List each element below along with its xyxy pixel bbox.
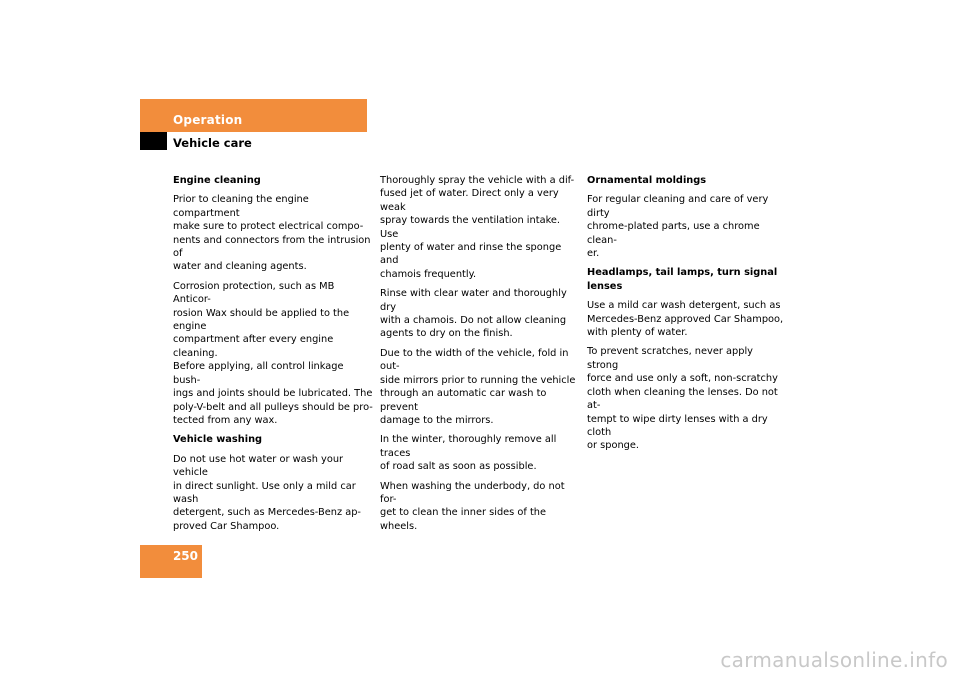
body-paragraph: When washing the underbody, do not for- get to clean the inner sides of the wheels. [380,480,565,532]
section-heading: Ornamental moldings [587,175,707,186]
body-paragraph: Due to the width of the vehicle, fold in out- side mirrors prior to running the vehicle through an automatic car wash to prevent damage to the mirrors. [380,347,576,426]
text-column-1 [173,174,373,539]
section-title: Operation [173,113,243,127]
body-paragraph: Corrosion protection, such as MB Anticor- rosion Wax should be applied to the engine compartment after every engine cleaning. Before applying, all control linkage bush- ings and joints should be lubricated. The poly-V-belt and all pulleys should be pro- tected from any wax. [173,280,373,426]
body-paragraph: In the winter, thoroughly remove all traces of road salt as soon as possible. [380,434,557,473]
body-paragraph: Rinse with clear water and thoroughly dry with a chamois. Do not allow cleaning agents to dry on the finish. [380,288,567,340]
section-heading: Vehicle washing [173,434,263,446]
body-paragraph: Prior to cleaning the engine compartment make sure to protect electrical compo- nents and connectors from the intrusion of water and cleaning agents. [173,194,371,273]
section-heading: Engine cleaning [173,175,261,186]
subsection-marker [140,132,167,150]
body-paragraph: Use a mild car wash detergent, such as Mercedes-Benz approved Car Shampoo, with plenty of water. [587,300,784,339]
section-heading: Headlamps, tail lamps, turn signal lenses [587,267,778,292]
text-column-2 [380,174,580,539]
body-paragraph: Do not use hot water or wash your vehicle in direct sunlight. Use only a mild car wash detergent, such as Mercedes-Benz ap- proved Car Shampoo. [173,453,361,532]
text-column-3 [587,174,787,459]
subsection-title: Vehicle care [173,136,252,150]
body-paragraph: For regular cleaning and care of very dirty chrome-plated parts, use a chrome clean- er. [587,194,769,260]
body-paragraph: To prevent scratches, never apply strong force and use only a soft, non-scratchy cloth when cleaning the lenses. Do not at- tempt to wipe dirty lenses with a dry cloth or sponge. [587,346,778,452]
watermark: carmanualsonline.info [720,648,948,672]
body-paragraph: Thoroughly spray the vehicle with a dif- fused jet of water. Direct only a very weak spray towards the ventilation intake. Use plenty of water and rinse the sponge and chamois frequently. [380,175,575,280]
page-number: 250 [172,549,198,563]
